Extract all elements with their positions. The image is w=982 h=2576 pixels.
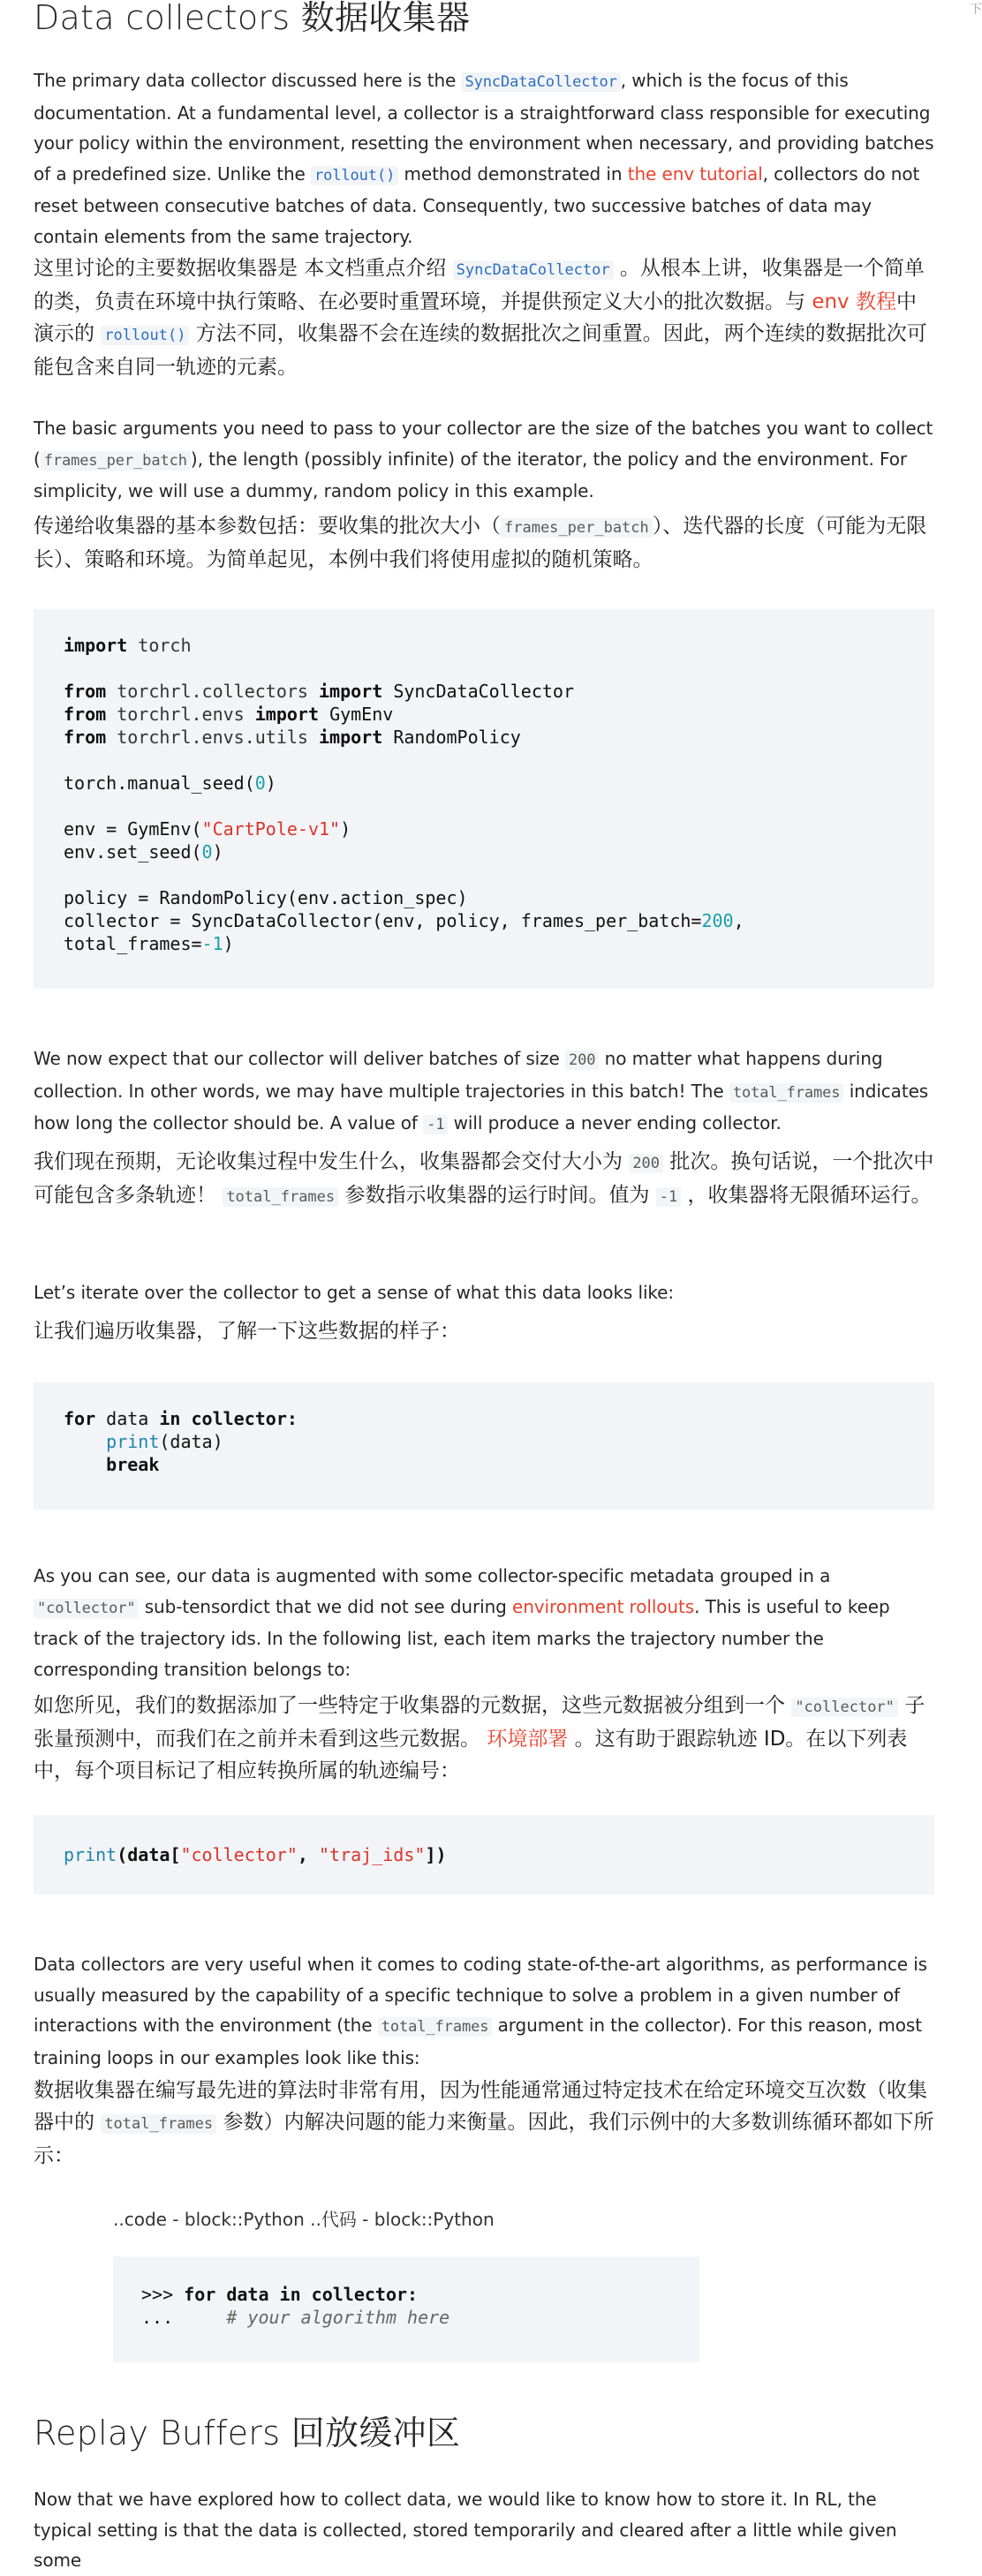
code-token: (data) xyxy=(159,1431,223,1452)
code-token: break xyxy=(106,1454,160,1475)
code-block-setup[interactable] xyxy=(34,609,934,989)
scroll-hint: 下 xyxy=(970,3,982,17)
paragraph-metadata-en xyxy=(34,1561,934,1684)
link-environment-rollouts-zh[interactable]: 环境部署 xyxy=(487,1728,569,1751)
code-token: in xyxy=(279,2284,301,2305)
text: , collectors do not reset between consecutive batches of data. Consequently, two successive batches of data may contain elements from the same trajectory. xyxy=(34,162,920,247)
text: 让我们遍历收集器，了解一下这些数据的样子： xyxy=(34,1320,460,1343)
code-token: for xyxy=(184,2284,216,2305)
text: ）、迭代器的长度（可能为无限长）、策略和环境。为简单起见，本例中我们将使用虚拟的随机策略。 xyxy=(34,515,927,571)
text: 我们现在预期，无论收集过程中发生什么，收集器都会交付大小为 xyxy=(34,1150,630,1173)
code-token: collector = SyncDataCollector(env, policy, frames_per_batch= xyxy=(64,910,702,931)
code-token: -1 xyxy=(201,933,223,954)
inline-code: total_frames xyxy=(223,1187,338,1207)
code-token: ]) xyxy=(425,1844,447,1865)
text: 子张量预测中，而我们在之前并未看到这些元数据。 xyxy=(34,1694,925,1751)
text: sub-tensordict that we did not see during xyxy=(139,1595,513,1617)
text: no matter what happens during collection. In other words, we may have multiple trajectories in this batch! The xyxy=(34,1048,883,1102)
text: As you can see, our data is augmented with some collector-specific metadata grouped in a xyxy=(34,1565,831,1586)
code-token: from xyxy=(64,681,107,702)
code-block-caption: ..code - block::Python ..代码 - block::Python xyxy=(113,2209,495,2230)
inline-code: 200 xyxy=(565,1051,599,1070)
paragraph-batch-en xyxy=(34,1043,934,1141)
text: Let’s iterate over the collector to get a sense of what this data looks like: xyxy=(34,1282,675,1303)
code-token: env.set_seed( xyxy=(64,841,202,862)
paragraph-training-loop-zh xyxy=(34,2075,934,2172)
inline-code: total_frames xyxy=(101,2114,216,2134)
inline-code: total_frames xyxy=(378,2017,493,2037)
paragraph-metadata-zh xyxy=(34,1690,934,1787)
code-link-rollout[interactable]: rollout() xyxy=(311,166,398,185)
code-token: in xyxy=(159,1408,181,1429)
text: 传递给收集器的基本参数包括：要收集的批次大小（ xyxy=(34,515,501,538)
inline-code: -1 xyxy=(423,1115,448,1134)
inline-code: frames_per_batch xyxy=(41,451,191,471)
text: 如您所见，我们的数据添加了一些特定于收集器的元数据，这些元数据被分组到一个 xyxy=(34,1694,792,1717)
text: 数据收集器在编写最先进的算法时非常有用，因为性能通常通过特定技术在给定环境交互次数（收集器中的 xyxy=(34,2079,927,2134)
code-token: env = GymEnv( xyxy=(64,818,202,840)
code-token: torchrl.envs.utils xyxy=(117,727,308,748)
link-env-tutorial[interactable]: the env tutorial xyxy=(627,162,763,185)
code-token: import xyxy=(319,681,383,702)
text: indicates how long the collector should be. A value of xyxy=(34,1080,929,1134)
code-token: data xyxy=(215,2284,280,2305)
code-token: collector: xyxy=(300,2284,419,2305)
code-link-syncdatacollector[interactable]: SyncDataCollector xyxy=(461,72,620,92)
code-token: # your algorithm here xyxy=(226,2307,450,2328)
code-token: GymEnv xyxy=(329,704,394,725)
text: The basic arguments you need to pass to your collector are the size of the batches you want to collect ( xyxy=(34,418,933,470)
text: 这里讨论的主要数据收集器是 本文档重点介绍 xyxy=(34,257,453,280)
inline-code: frames_per_batch xyxy=(501,518,653,538)
text: 参数）内解决问题的能力来衡量。因此，我们示例中的大多数训练循环都如下所示： xyxy=(34,2111,934,2167)
text: 方法不同，收集器不会在连续的数据批次之间重置。因此，两个连续的数据批次可能包含来自同一轨迹的元素。 xyxy=(34,322,927,379)
code-token: ) xyxy=(265,772,276,794)
code-token: ) xyxy=(223,933,234,954)
paragraph-iterate-zh xyxy=(34,1315,934,1347)
inline-code: total_frames xyxy=(729,1083,844,1103)
inline-code: 200 xyxy=(629,1154,663,1173)
paragraph-training-loop-en xyxy=(34,1949,934,2073)
code-token: torch.manual_seed( xyxy=(64,772,255,794)
code-token: torch xyxy=(138,635,192,656)
code-token: 0 xyxy=(201,841,213,862)
paragraph-arguments-en xyxy=(34,413,934,507)
paragraph-intro-zh xyxy=(34,252,934,383)
paragraph-iterate-en xyxy=(34,1277,934,1308)
code-token: from xyxy=(64,727,107,748)
inline-code: "collector" xyxy=(791,1698,898,1717)
inline-code: -1 xyxy=(656,1187,681,1207)
code-token: 200 xyxy=(701,910,734,931)
inline-code: "collector" xyxy=(34,1599,139,1618)
code-token: torchrl.envs xyxy=(117,704,245,725)
paragraph-intro-en xyxy=(34,65,934,252)
paragraph-replay-en xyxy=(34,2484,934,2576)
text: Data collectors are very useful when it comes to coding state-of-the-art algorithms, as performance is usually measured by the capability of a specific technique to solve a problem in a given number of interactions with the environment (the xyxy=(34,1954,927,2036)
section-heading-replay-buffers: Replay Buffers 回放缓冲区 xyxy=(34,2414,461,2452)
link-env-tutorial-zh[interactable]: env 教程 xyxy=(812,290,896,313)
code-token: "traj_ids" xyxy=(319,1844,426,1865)
code-token: import xyxy=(64,635,128,656)
code-token: SyncDataCollector xyxy=(393,681,575,702)
link-environment-rollouts[interactable]: environment rollouts xyxy=(512,1595,695,1617)
code-token: "CartPole-v1" xyxy=(201,818,341,840)
code-token: print xyxy=(64,1844,117,1865)
code-token: print xyxy=(106,1431,160,1452)
code-token: , xyxy=(297,1844,320,1865)
text: 中演示的 xyxy=(34,290,917,345)
text: ), the length (possibly infinite) of the iterator, the policy and the environment. For simplicity, we will use a dummy, random policy in this example. xyxy=(34,448,907,501)
code-token: policy = RandomPolicy(env.action_spec) xyxy=(64,887,468,908)
text: 。这有助于跟踪轨迹 ID。在以下列表中，每个项目标记了相应转换所属的轨迹编号： xyxy=(34,1728,908,1782)
code-block-training-loop[interactable] xyxy=(113,2256,699,2362)
code-token: import xyxy=(319,727,383,748)
code-token: for xyxy=(64,1408,96,1429)
text: The primary data collector discussed here is the xyxy=(34,70,462,91)
code-token: , xyxy=(733,910,744,931)
code-token: from xyxy=(64,704,107,725)
text: , which is the focus of this documentation. At a fundamental level, a collector is a straightforward class responsible for executing your policy within the environment, resetting the environment when necessary, and providing batches of a predefined size. Unlike the xyxy=(34,70,934,185)
text: ，收集器将无限循环运行。 xyxy=(681,1184,932,1207)
code-link-syncdatacollector-zh[interactable]: SyncDataCollector xyxy=(453,260,614,280)
text: 批次。换句话说，一个批次中可能包含多条轨迹！ xyxy=(34,1150,934,1207)
code-token: ) xyxy=(340,818,351,840)
code-link-rollout-zh[interactable]: rollout() xyxy=(101,326,189,345)
code-block-traj-ids[interactable] xyxy=(34,1815,934,1894)
code-token: import xyxy=(254,704,320,725)
section-heading-data-collectors: Data collectors 数据收集器 xyxy=(34,0,471,37)
paragraph-arguments-zh xyxy=(34,510,934,576)
text: We now expect that our collector will deliver batches of size xyxy=(34,1048,565,1069)
code-token: total_frames= xyxy=(64,933,202,954)
code-token: "collector" xyxy=(180,1844,298,1865)
code-token: (data[ xyxy=(117,1844,181,1865)
paragraph-batch-zh xyxy=(34,1146,934,1213)
text: will produce a never ending collector. xyxy=(448,1112,782,1134)
code-token: 0 xyxy=(254,772,266,794)
code-token: torchrl.collectors xyxy=(117,681,308,702)
code-token: >>> xyxy=(141,2284,185,2305)
code-token: RandomPolicy xyxy=(393,727,521,748)
text: method demonstrated in xyxy=(398,162,628,185)
code-token: data xyxy=(95,1408,160,1429)
text: Now that we have explored how to collect data, we would like to know how to store it. In RL, the typical setting is that the data is collected, stored temporarily and cleared after a little while given some xyxy=(34,2489,897,2571)
code-token: collector: xyxy=(180,1408,298,1429)
text: 。从根本上讲，收集器是一个简单的类，负责在环境中执行策略、在必要时重置环境，并提供预定义大小的批次数据。与 xyxy=(34,257,925,313)
text: 参数指示收集器的运行时间。值为 xyxy=(338,1184,656,1207)
text: . This is useful to keep track of the trajectory ids. In the following list, each item marks the trajectory number the corresponding transition belongs to: xyxy=(34,1595,890,1680)
code-block-iterate[interactable] xyxy=(34,1382,934,1510)
text: argument in the collector). For this reason, most training loops in our examples look like this: xyxy=(34,2015,922,2068)
code-token: ... xyxy=(141,2307,227,2328)
code-token: ) xyxy=(212,841,223,862)
